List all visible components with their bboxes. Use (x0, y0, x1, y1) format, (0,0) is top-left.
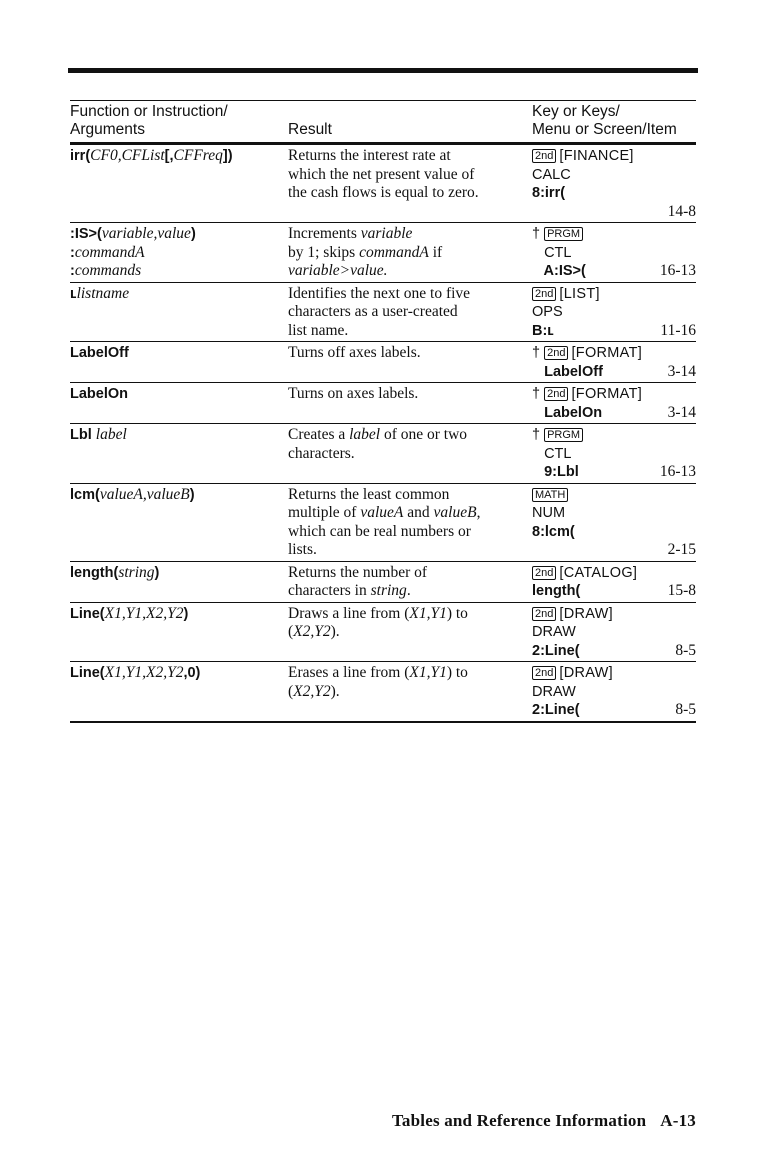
result-line (288, 225, 532, 244)
key-line (532, 166, 696, 185)
table-row (70, 383, 696, 424)
result-cell (288, 383, 532, 424)
text-segment: DRAW (532, 683, 576, 700)
key-line (532, 285, 696, 304)
key-line (532, 486, 696, 505)
result-line (288, 344, 532, 363)
text-segment: ʟ (70, 285, 77, 302)
text-segment: lists. (288, 541, 317, 558)
text-segment: B:ʟ (532, 322, 554, 339)
key-line (532, 426, 696, 445)
key-line (532, 701, 696, 720)
text-segment: X1,Y1 (409, 604, 447, 622)
text-segment: 8:irr( (532, 185, 566, 201)
function-syntax (70, 564, 288, 583)
text-segment: : (70, 244, 75, 261)
function-cell (70, 223, 288, 283)
text-segment: ). (330, 682, 340, 700)
result-line (288, 147, 532, 166)
table-row (70, 424, 696, 484)
function-syntax (70, 664, 288, 683)
result-cell (288, 223, 532, 283)
text-segment: ( (288, 623, 294, 640)
key-line (532, 303, 696, 322)
text-segment: [LIST] (559, 285, 600, 302)
key-cell (532, 424, 696, 484)
key-line (532, 385, 696, 404)
table-row (70, 144, 696, 223)
result-cell (288, 662, 532, 722)
text-segment: LabelOff (70, 345, 129, 361)
text-segment: [FORMAT] (571, 386, 643, 402)
page-reference: 3-14 (667, 362, 696, 380)
text-segment: of one or two (380, 426, 468, 443)
page-reference: 16-13 (659, 463, 696, 480)
key-line (532, 623, 696, 642)
text-segment: LabelOn (70, 386, 129, 402)
text-segment: ( (288, 682, 294, 700)
function-cell (70, 424, 288, 484)
key-cell (532, 561, 696, 602)
key-line (532, 664, 696, 683)
text-segment: ) (190, 226, 196, 242)
page-reference: 3-14 (667, 403, 696, 421)
key-prgm-icon: PRGM (544, 227, 583, 241)
text-segment: 8:lcm( (532, 523, 575, 540)
key-2nd-icon: 2nd (544, 387, 568, 401)
text-segment: : (70, 263, 75, 279)
text-segment: valueA,valueB (99, 485, 190, 503)
function-syntax (70, 225, 288, 244)
text-segment: X1,Y1 (409, 664, 447, 681)
text-segment: † (532, 226, 545, 242)
text-segment: CF0,CFList (90, 147, 165, 164)
text-segment: X1,Y1,X2,Y2 (104, 604, 184, 622)
key-line (532, 523, 696, 542)
text-segment: listname (76, 284, 130, 302)
result-line (288, 683, 532, 702)
footer-page-number: A-13 (660, 1111, 696, 1130)
text-segment: Draws a line from ( (288, 604, 410, 622)
text-segment: the cash flows is equal to zero. (288, 184, 479, 201)
key-line (532, 344, 696, 363)
page-reference: 8-5 (675, 701, 696, 718)
function-cell (70, 144, 288, 223)
text-segment: Line( (70, 665, 105, 681)
function-syntax (70, 385, 288, 404)
key-2nd-icon: 2nd (532, 287, 556, 301)
text-segment: variable>value. (288, 262, 388, 279)
key-cell (532, 144, 696, 223)
key-2nd-icon: 2nd (532, 149, 556, 163)
text-segment: ]) (222, 148, 233, 164)
result-line (288, 385, 532, 404)
result-line (288, 426, 532, 445)
text-segment: X2,Y2 (293, 623, 331, 640)
result-line (288, 664, 532, 683)
text-segment: OPS (532, 304, 563, 320)
result-line (288, 605, 532, 624)
text-segment: characters. (288, 444, 355, 462)
text-segment: † (532, 427, 545, 443)
page-reference: 14-8 (667, 202, 696, 220)
table-row (70, 223, 696, 283)
result-line (288, 541, 532, 560)
result-line (288, 582, 532, 601)
table-body (70, 144, 696, 722)
result-cell (288, 144, 532, 223)
text-segment: LabelOn (532, 404, 603, 421)
text-segment: commands (74, 262, 142, 279)
table-row (70, 483, 696, 561)
result-line (288, 166, 532, 185)
key-cell (532, 223, 696, 283)
text-segment: commandA (359, 243, 429, 261)
key-cell (532, 602, 696, 662)
key-cell (532, 282, 696, 342)
text-segment: ). (330, 623, 340, 640)
text-segment: Returns the interest rate at (288, 147, 451, 164)
result-line (288, 623, 532, 642)
header-keys: Key or Keys/ Menu or Screen/Item (532, 101, 696, 144)
key-cell (532, 383, 696, 424)
key-2nd-icon: 2nd (532, 666, 556, 680)
text-segment: and (403, 504, 434, 521)
text-segment: [CATALOG] (559, 564, 638, 581)
text-segment: which the net present value of (288, 165, 475, 183)
text-segment: Erases a line from ( (288, 664, 410, 681)
text-segment: CALC (532, 166, 571, 183)
text-segment: ) to (446, 664, 468, 681)
text-segment: , (476, 504, 481, 521)
text-segment: ) (189, 486, 195, 503)
page-reference: 8-5 (675, 641, 696, 659)
function-syntax-line (70, 262, 288, 281)
key-line (532, 564, 696, 583)
result-line (288, 285, 532, 304)
text-segment: list name. (288, 321, 349, 339)
text-segment: Turns on axes labels. (288, 385, 419, 402)
text-segment: Line( (70, 605, 105, 622)
text-segment: Returns the least common (288, 485, 450, 503)
text-segment: 2:Line( (532, 702, 580, 718)
text-segment: irr( (70, 148, 91, 164)
table-row (70, 342, 696, 383)
table-header-row (70, 101, 696, 144)
page-reference: 11-16 (660, 321, 696, 339)
text-segment: length( (70, 564, 119, 581)
text-segment: label (349, 426, 381, 443)
result-cell (288, 424, 532, 484)
text-segment: [, (164, 148, 174, 164)
result-line (288, 303, 532, 322)
text-segment: [DRAW] (559, 665, 613, 681)
key-line (532, 504, 696, 523)
result-line (288, 523, 532, 542)
result-line (288, 504, 532, 523)
page-reference: 2-15 (667, 541, 696, 558)
key-line (532, 642, 696, 661)
text-segment: Creates a (288, 426, 350, 443)
key-line (532, 605, 696, 624)
function-cell (70, 282, 288, 342)
result-line (288, 262, 532, 281)
text-segment: 2:Line( (532, 642, 580, 659)
text-segment: LabelOff (532, 363, 603, 380)
text-segment: A:IS>( (532, 263, 586, 279)
function-cell (70, 342, 288, 383)
key-line (532, 147, 696, 166)
text-segment: valueB (433, 504, 477, 521)
function-syntax-line (70, 244, 288, 263)
table-row (70, 282, 696, 342)
text-segment: label (95, 426, 127, 443)
table-row (70, 602, 696, 662)
result-line (288, 445, 532, 464)
result-cell (288, 483, 532, 561)
table-row (70, 662, 696, 722)
top-rule (68, 68, 698, 73)
text-segment: DRAW (532, 624, 576, 640)
text-segment: Increments (288, 225, 361, 242)
text-segment: by 1; skips (288, 243, 360, 261)
key-line (532, 225, 696, 244)
result-cell (288, 342, 532, 383)
key-2nd-icon: 2nd (532, 566, 556, 580)
reference-table (70, 100, 696, 723)
text-segment: CTL (532, 445, 572, 462)
text-segment: ) (154, 564, 160, 581)
text-segment: X1,Y1,X2,Y2 (104, 664, 184, 681)
key-line (532, 445, 696, 464)
result-line (288, 184, 532, 203)
key-line (532, 184, 696, 203)
text-segment: length( (532, 583, 581, 599)
result-line (288, 564, 532, 583)
page-footer (392, 1111, 696, 1131)
text-segment: characters as a user-created (288, 303, 458, 320)
result-cell (288, 602, 532, 662)
text-segment: lcm( (70, 486, 100, 503)
text-segment: string (118, 563, 155, 581)
function-syntax (70, 486, 288, 505)
text-segment: which can be real numbers or (288, 522, 471, 540)
text-segment: Lbl (70, 427, 96, 443)
result-line (288, 244, 532, 263)
text-segment: † (532, 345, 545, 361)
text-segment: † (532, 386, 545, 402)
footer-title: Tables and Reference Information (391, 1111, 647, 1130)
text-segment: ) to (446, 604, 468, 622)
page-reference: 15-8 (667, 582, 696, 599)
text-segment: CFFreq (173, 147, 223, 164)
key-2nd-icon: 2nd (532, 607, 556, 621)
text-segment: [DRAW] (559, 605, 613, 622)
text-segment: variable (360, 225, 413, 242)
key-math-icon: MATH (532, 488, 568, 502)
function-syntax (70, 426, 288, 445)
key-line (532, 244, 696, 263)
text-segment: 9:Lbl (532, 464, 579, 480)
result-cell (288, 561, 532, 602)
function-cell (70, 602, 288, 662)
text-segment: if (428, 243, 443, 261)
text-segment: string (370, 582, 407, 599)
function-syntax (70, 147, 288, 166)
header-result: Result (288, 101, 532, 144)
text-segment: Identifies the next one to five (288, 284, 471, 302)
text-segment: [FINANCE] (559, 148, 634, 164)
header-function: Function or Instruction/ Arguments (70, 101, 288, 144)
function-cell (70, 662, 288, 722)
function-syntax (70, 344, 288, 363)
text-segment: Returns the number of (288, 563, 428, 581)
key-cell (532, 662, 696, 722)
key-cell (532, 342, 696, 383)
result-line (288, 322, 532, 341)
page-reference: 16-13 (659, 262, 696, 279)
text-segment: multiple of (288, 504, 361, 521)
function-syntax (70, 605, 288, 624)
text-segment: X2,Y2 (293, 682, 331, 700)
text-segment: ) (183, 605, 189, 622)
function-cell (70, 561, 288, 602)
text-segment: Turns off axes labels. (288, 344, 421, 361)
key-line (532, 683, 696, 702)
text-segment: variable,value (101, 225, 191, 242)
text-segment: valueA (360, 504, 404, 521)
text-segment: :IS>( (70, 226, 102, 242)
key-prgm-icon: PRGM (544, 428, 583, 442)
text-segment: [FORMAT] (571, 345, 643, 361)
function-syntax (70, 285, 288, 304)
function-cell (70, 383, 288, 424)
text-segment: CTL (532, 244, 572, 261)
function-cell (70, 483, 288, 561)
text-segment: NUM (532, 505, 566, 521)
table-row (70, 561, 696, 602)
text-segment: characters in (288, 582, 371, 599)
result-cell (288, 282, 532, 342)
text-segment: ,0) (183, 665, 201, 681)
text-segment: . (406, 582, 411, 599)
text-segment: commandA (74, 243, 145, 261)
result-line (288, 486, 532, 505)
key-cell (532, 483, 696, 561)
key-2nd-icon: 2nd (544, 346, 568, 360)
